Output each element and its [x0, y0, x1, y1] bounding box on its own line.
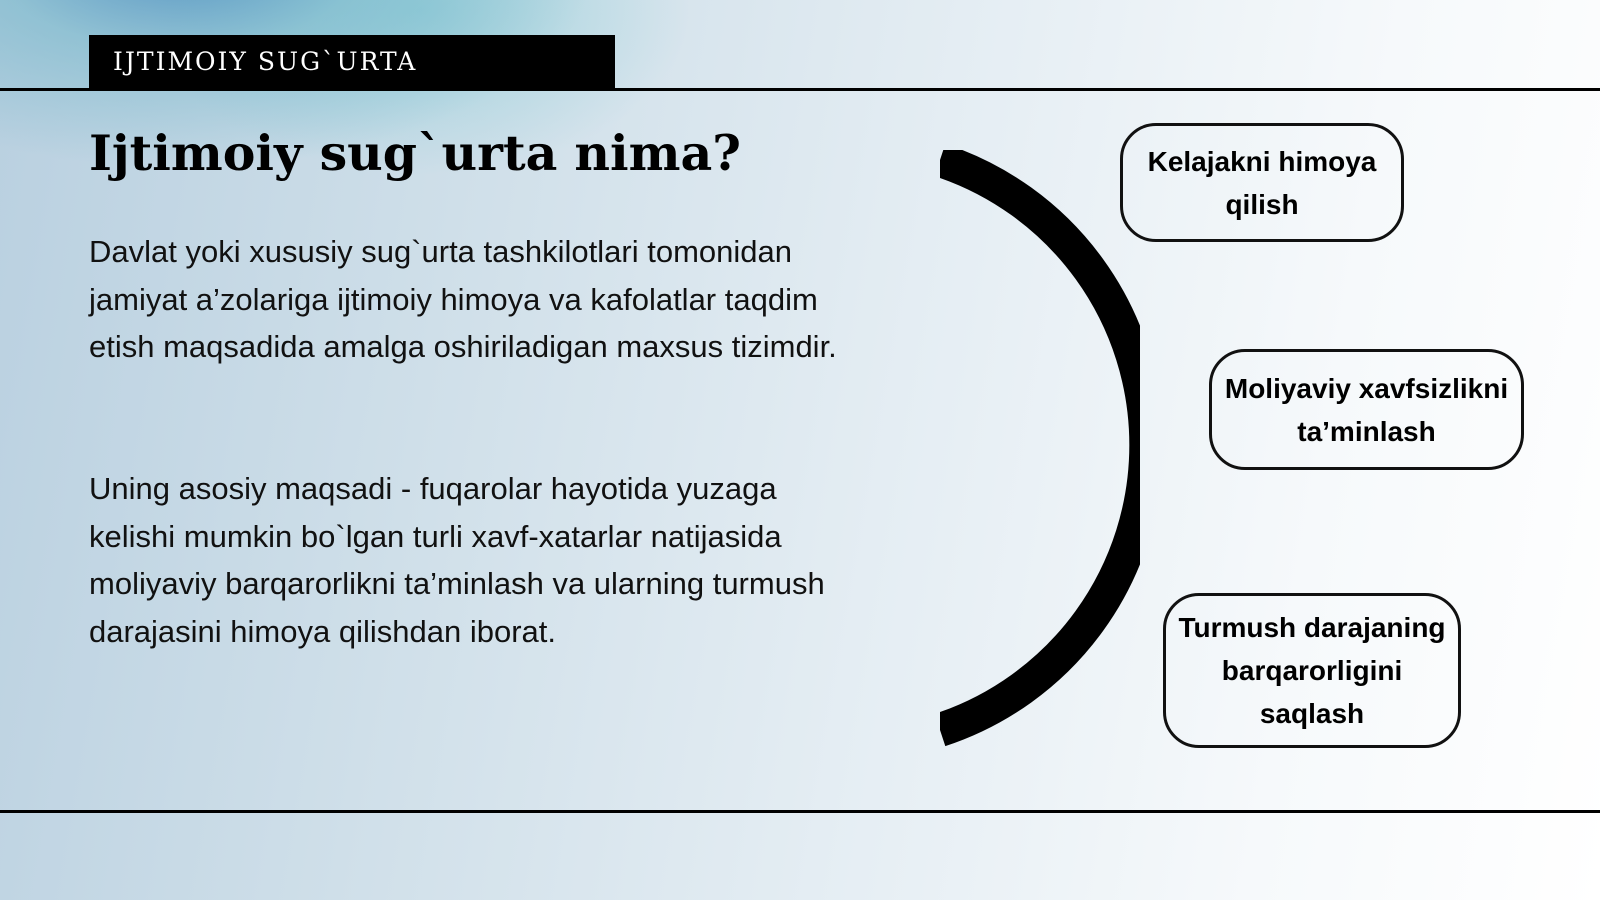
goal-living-standard: [1163, 593, 1461, 748]
goal-label: Kelajakni himoya qilish: [1147, 145, 1377, 220]
goal-label: Moliyaviy xavfsizlikni ta’minlash: [1224, 372, 1509, 447]
bottom-divider: [0, 810, 1600, 813]
page-title: Ijtimoiy sug`urta nima?: [89, 124, 741, 182]
goal-financial-security: [1209, 349, 1524, 470]
purpose-paragraph: Uning asosiy maqsadi - fuqarolar hayotida yuzaga kelishi mumkin bo`lgan turli xavf-xatarlar natijasida moliyaviy barqarorlikni ta’minlash va ularning turmush darajasini himoya qilishdan iborat.: [89, 471, 825, 649]
description-paragraph: Davlat yoki xususiy sug`urta tashkilotlari tomonidan jamiyat a’zolariga ijtimoiy himoya va kafolatlar taqdim etish maqsadida amalga oshiriladigan maxsus tizimdir.: [89, 234, 837, 364]
top-divider: [0, 88, 1600, 91]
goal-protect-future: [1120, 123, 1404, 242]
bracket-arc: [940, 150, 1140, 750]
header-label: IJTIMOIY SUG`URTA: [89, 35, 615, 89]
goal-label: Turmush darajaning barqarorligini saqlash: [1178, 612, 1446, 729]
